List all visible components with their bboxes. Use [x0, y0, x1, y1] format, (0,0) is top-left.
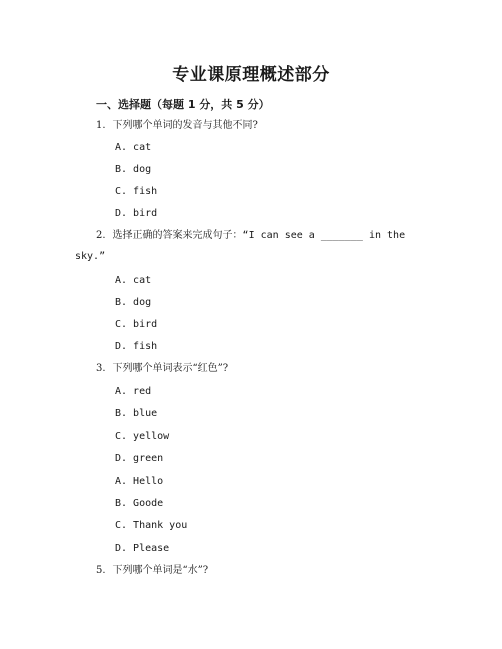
option-1a	[115, 141, 151, 154]
option-letter: A.	[115, 386, 128, 397]
question-number: 1.	[96, 120, 106, 131]
question-2	[96, 229, 405, 242]
option-1c	[115, 185, 157, 198]
question-5	[96, 564, 208, 577]
option-letter: A.	[115, 275, 128, 286]
option-letter: A.	[115, 476, 128, 487]
question-number: 3.	[96, 363, 106, 374]
question-text: 下列哪个单词表示“红色”?	[112, 363, 229, 374]
option-2b	[115, 296, 151, 309]
option-text: green	[133, 453, 164, 464]
option-text: Hello	[133, 476, 164, 487]
option-text: Goode	[133, 498, 164, 509]
option-text: bird	[133, 319, 158, 330]
option-letter: B.	[115, 408, 128, 419]
option-letter: D.	[115, 543, 128, 554]
option-text: fish	[133, 186, 158, 197]
option-letter: D.	[115, 208, 128, 219]
option-text: cat	[133, 142, 152, 153]
option-text: dog	[133, 297, 152, 308]
option-3b	[115, 407, 157, 420]
question-text: 下列哪个单词的发音与其他不同?	[112, 120, 258, 131]
option-4d	[115, 542, 169, 555]
question-number: 2.	[96, 230, 106, 241]
option-text: Please	[133, 543, 170, 554]
option-4b	[115, 497, 163, 510]
option-letter: C.	[115, 520, 128, 531]
option-letter: B.	[115, 498, 128, 509]
option-letter: D.	[115, 341, 128, 352]
option-letter: B.	[115, 297, 128, 308]
question-3	[96, 362, 228, 375]
section-heading: 一、选择题（每题 1 分，共 5 分）	[96, 98, 270, 111]
question-number: 5.	[96, 565, 106, 576]
option-4c	[115, 519, 187, 532]
option-2d	[115, 340, 157, 353]
option-letter: A.	[115, 142, 128, 153]
option-2a	[115, 274, 151, 287]
question-text-en: “I can see a _______ in the	[242, 230, 406, 241]
option-text: dog	[133, 164, 152, 175]
option-letter: B.	[115, 164, 128, 175]
option-3a	[115, 385, 151, 398]
question-2-continuation: sky.”	[75, 251, 106, 262]
question-text: 下列哪个单词是“水”?	[112, 565, 209, 576]
option-letter: C.	[115, 319, 128, 330]
option-3d	[115, 452, 163, 465]
option-1b	[115, 163, 151, 176]
option-text: yellow	[133, 431, 170, 442]
document-title: 专业课原理概述部分	[172, 65, 330, 85]
option-1d	[115, 207, 157, 220]
option-text: blue	[133, 408, 158, 419]
option-3c	[115, 430, 169, 443]
option-text: Thank you	[133, 520, 188, 531]
option-letter: C.	[115, 186, 128, 197]
question-1	[96, 119, 258, 132]
option-letter: C.	[115, 431, 128, 442]
option-text: fish	[133, 341, 158, 352]
option-text: bird	[133, 208, 158, 219]
option-4a	[115, 475, 163, 488]
option-text: red	[133, 386, 152, 397]
option-text: cat	[133, 275, 152, 286]
option-letter: D.	[115, 453, 128, 464]
option-2c	[115, 318, 157, 331]
question-text-cn: 选择正确的答案来完成句子：	[112, 230, 243, 241]
